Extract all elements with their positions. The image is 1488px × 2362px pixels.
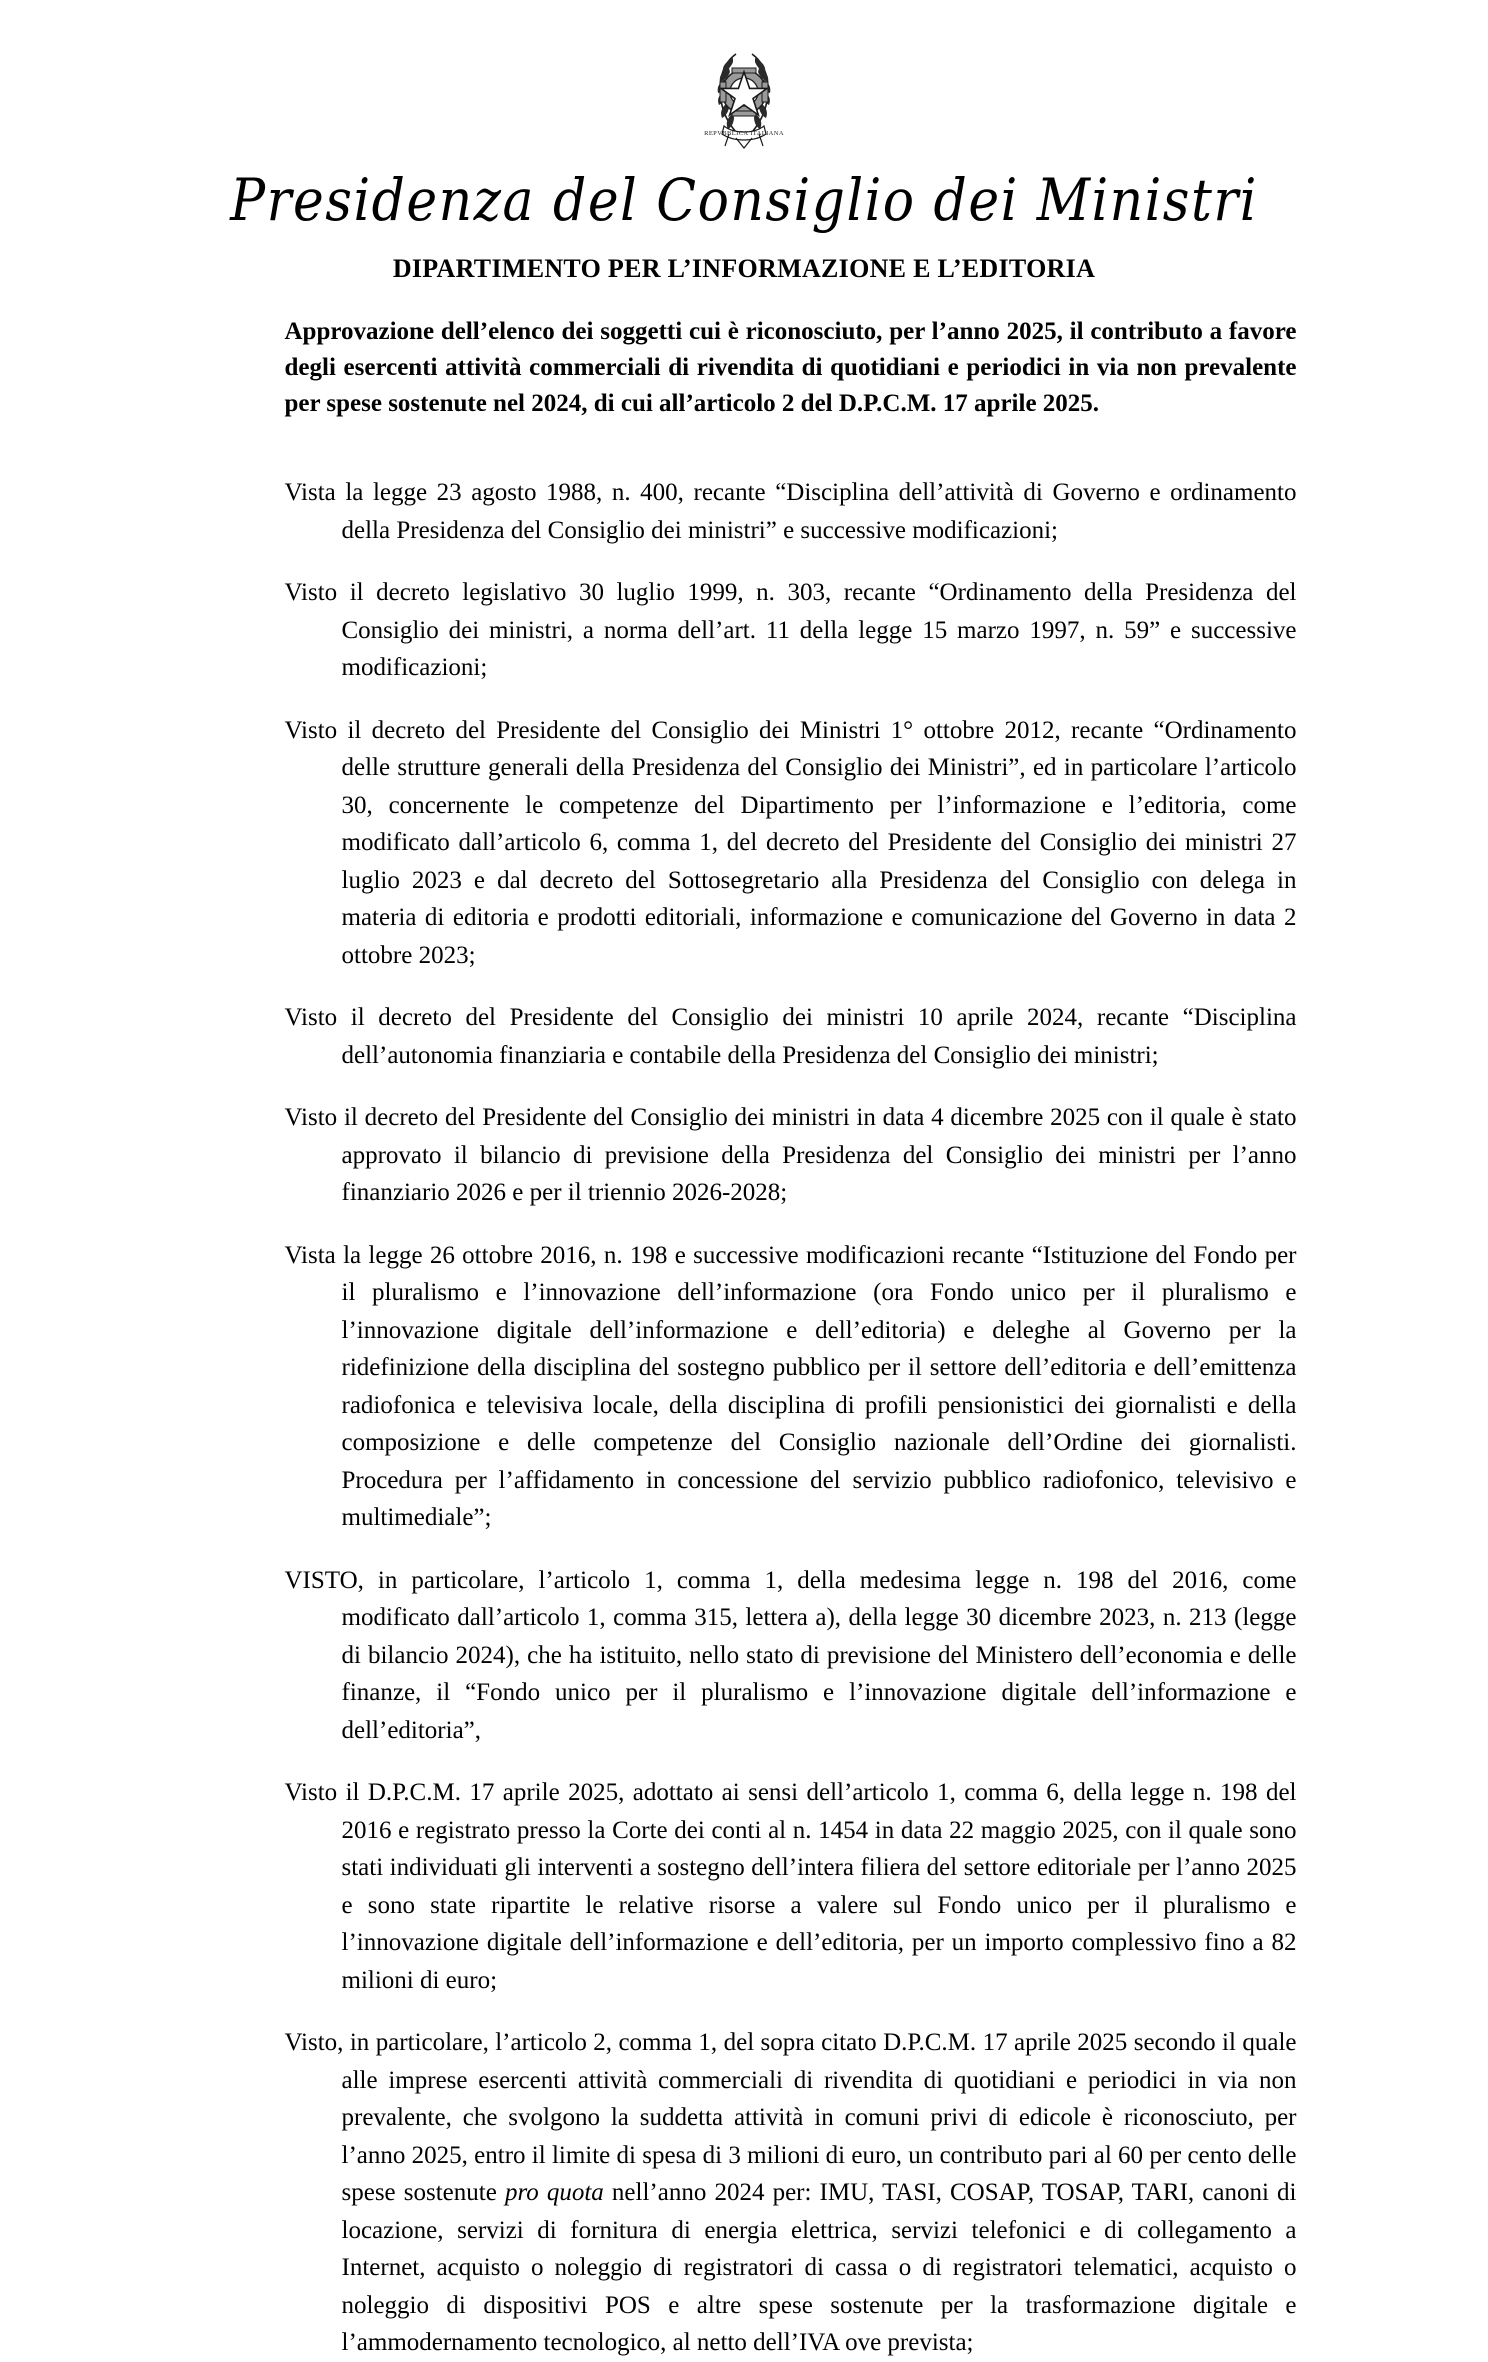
emblem-container (0, 0, 1488, 156)
svg-text:REPVBBLICA ITALIANA: REPVBBLICA ITALIANA (704, 130, 784, 137)
clause-paragraph: Visto il D.P.C.M. 17 aprile 2025, adottato ai sensi dell’articolo 1, comma 6, della legge n. 198 del 2016 e registrato presso la Corte dei conti al n. 1454 in data 22 maggio 2025, con il quale sono stati individuati gli interventi a sostegno dell’intera filiera del settore editoriale per l’anno 2025 e sono state ripartite le relative risorse a valere sul Fondo unico per il pluralismo e l’innovazione digitale dell’informazione e dell’editoria, per un importo complessivo fino a 82 milioni di euro; (284, 1779, 1297, 1994)
clause-paragraph: Visto il decreto del Presidente del Consiglio dei ministri 10 aprile 2024, recante “Disciplina dell’autonomia finanziaria e contabile della Presidenza del Consiglio dei ministri; (284, 1004, 1297, 1069)
institution-title: Presidenza del Consiglio dei Ministri (230, 167, 1258, 235)
clause-paragraph: Visto il decreto del Presidente del Consiglio dei Ministri 1° ottobre 2012, recante “Ordinamento delle strutture generali della Presidenza del Consiglio dei Ministri”, ed in particolare l’articolo 30, concernente le competenze del Dipartimento per l’informazione e l’editoria, come modificato dall’articolo 6, comma 1, del decreto del Presidente del Consiglio dei ministri 27 luglio 2023 e dal decreto del Sottosegretario alla Presidenza del Consiglio con delega in materia di editoria e prodotti editoriali, informazione e comunicazione del Governo in data 2 ottobre 2023; (284, 716, 1297, 969)
document-body (192, 314, 1297, 2362)
clause-paragraph: Visto, in particolare, l’articolo 2, comma 1, del sopra citato D.P.C.M. 17 aprile 2025 secondo il quale alle imprese esercenti attività commerciali di rivendita di quotidiani e periodici in via non prevalente, che svolgono la suddetta attività in comuni privi di edicole è riconosciuto, per l’anno 2025, entro il limite di spesa di 3 milioni di euro, un contributo pari al 60 per cento delle spese sostenute pro quota nell’anno 2024 per: IMU, TASI, COSAP, TOSAP, TARI, canoni di locazione, servizi di fornitura di energia elettrica, servizi telefonici e di collegamento a Internet, acquisto o noleggio di registratori di cassa o di registratori telematici, acquisto o noleggio di dispositivi POS e altre spese sostenute per la trasformazione digitale e l’ammodernamento tecnologico, al netto dell’IVA ove prevista; (284, 2029, 1297, 2356)
clause-paragraph: Visto il decreto del Presidente del Consiglio dei ministri in data 4 dicembre 2025 con il quale è stato approvato il bilancio di previsione della Presidenza del Consiglio dei ministri per l’anno finanziario 2026 e per il triennio 2026-2028; (284, 1104, 1297, 1206)
clause-paragraph: Visto il decreto legislativo 30 luglio 1999, n. 303, recante “Ordinamento della Presidenza del Consiglio dei ministri, a norma dell’art. 11 della legge 15 marzo 1997, n. 59” e successive modificazioni; (284, 579, 1297, 681)
clause-paragraph: VISTO, in particolare, l’articolo 1, comma 1, della medesima legge n. 198 del 2016, come modificato dall’articolo 1, comma 315, lettera a), della legge 30 dicembre 2023, n. 213 (legge di bilancio 2024), che ha istituito, nello stato di previsione del Ministero dell’economia e delle finanze, il “Fondo unico per il pluralismo e l’innovazione digitale dell’informazione e dell’editoria”, (284, 1566, 1297, 1744)
emblem-of-italy-icon (696, 38, 792, 150)
department-title: DIPARTIMENTO PER L’INFORMAZIONE E L’EDITORIA (392, 254, 1096, 283)
page-title: Approvazione dell’elenco dei soggetti cui è riconosciuto, per l’anno 2025, il contributo a favore degli esercenti attività commerciali di rivendita di quotidiani e periodici in via non prevalente per spese sostenute nel 2024, di cui all’articolo 2 del D.P.C.M. 17 aprile 2025. (284, 318, 1297, 417)
clause-list (285, 474, 1297, 2362)
clause-paragraph: Vista la legge 26 ottobre 2016, n. 198 e successive modificazioni recante “Istituzione del Fondo per il pluralismo e l’innovazione dell’informazione (ora Fondo unico per il pluralismo e l’innovazione digitale dell’informazione e dell’editoria) e deleghe al Governo per la ridefinizione della disciplina del sostegno pubblico per il settore dell’editoria e dell’emittenza radiofonica e televisiva locale, della disciplina di profili pensionistici dei giornalisti e della composizione e delle competenze del Consiglio nazionale dell’Ordine dei giornalisti. Procedura per l’affidamento in concessione del servizio pubblico radiofonico, televisivo e multimediale”; (284, 1241, 1297, 1531)
clause-paragraph: Vista la legge 23 agosto 1988, n. 400, recante “Disciplina dell’attività di Governo e ordinamento della Presidenza del Consiglio dei ministri” e successive modificazioni; (284, 479, 1297, 544)
